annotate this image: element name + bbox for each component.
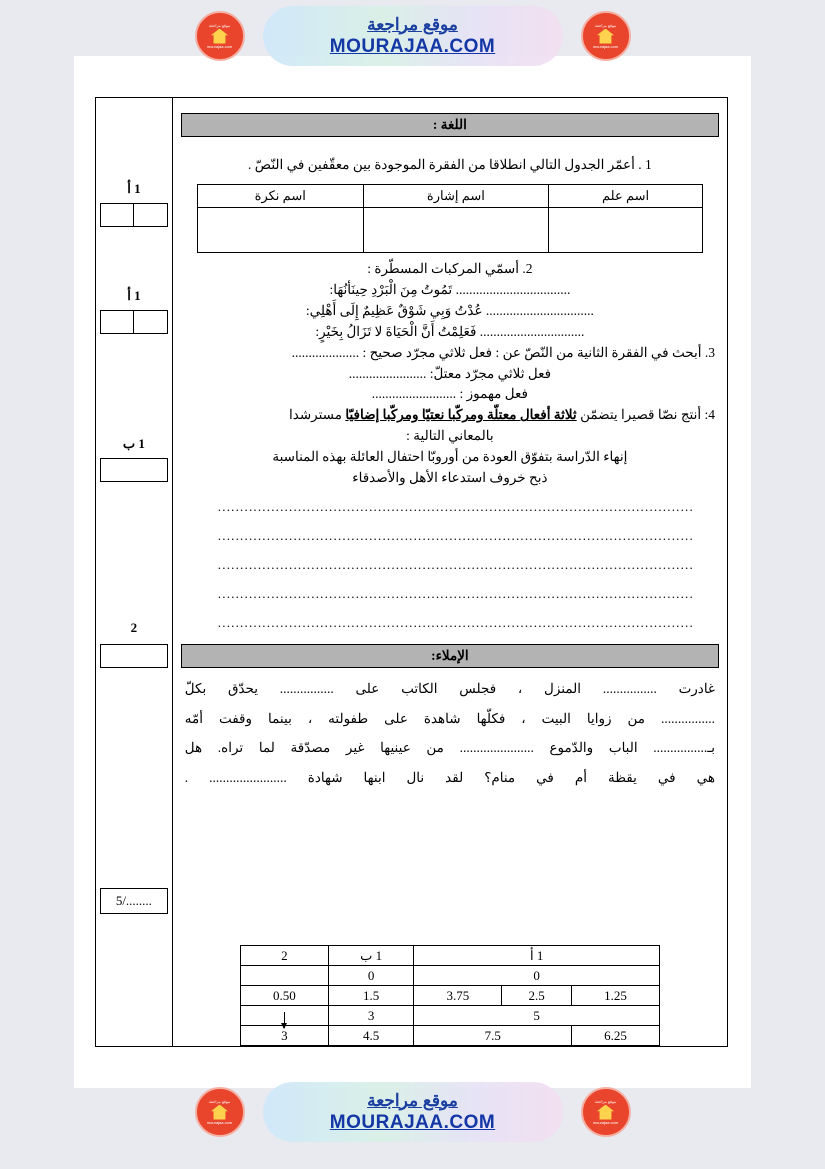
grading-row bbox=[240, 986, 659, 1006]
imla-paragraph-2[interactable]: ................ من زوايا البيت ، فكلّها شاهدة على طفولته ، بينما وقفت أمّه bbox=[184, 710, 715, 726]
grading-row bbox=[240, 1026, 659, 1046]
q2b-dots: ................................ bbox=[485, 302, 594, 318]
q2a-text: تَمُوتُ مِنَ الْبَرْدِ حِينَأنُهَا: bbox=[329, 281, 453, 297]
q2c-text: فَعَلِمْتُ أَنَّ الْحَيَاةَ لا تَزَالُ بِخَيْرٍ: bbox=[315, 323, 477, 339]
q2b-text: عُدْتُ وَبِي شَوْقٌ عَظِيمٌ إِلَى أَهْلِي: bbox=[305, 302, 483, 318]
grading-cell bbox=[240, 966, 328, 986]
grading-cell: 2.5 bbox=[502, 986, 572, 1006]
grading-scale-table bbox=[240, 945, 660, 1046]
mark-label-1a-2: 1 أ bbox=[127, 288, 141, 303]
badge-top-text: موقع مراجعة bbox=[208, 22, 231, 28]
question-3-item-b: فعل ثلاثي مجرّد معتلّ: ....................... bbox=[348, 365, 552, 381]
mark-box-1b[interactable] bbox=[100, 458, 168, 482]
cell-indefinite[interactable] bbox=[197, 207, 363, 252]
badge-top-text: موقع مراجعة bbox=[208, 1098, 231, 1104]
q4-pre-text: 4: أنتج نصّا قصيرا يتضمّن bbox=[576, 407, 715, 423]
grading-row bbox=[240, 966, 659, 986]
grading-cell: 0.50 bbox=[240, 986, 328, 1006]
grading-scale-table-wrap bbox=[173, 945, 727, 1046]
grading-cell: 7.5 bbox=[414, 1026, 572, 1046]
watermark-title: موقع مراجعة bbox=[367, 1090, 458, 1110]
q4-bold-text: ثلاثة أفعال معتلّة ومركّبا نعتيّا ومركّبا إضافيّا bbox=[345, 407, 577, 423]
answer-line[interactable]: ........................................................................................................... bbox=[217, 586, 694, 602]
site-badge-icon-right bbox=[581, 1087, 631, 1137]
total-score-box[interactable]: 5/........ bbox=[100, 888, 168, 914]
badge-bottom-text: mourajaa.com bbox=[592, 1119, 619, 1125]
grading-cell-arrow bbox=[240, 1026, 328, 1046]
grading-cell: 5 bbox=[414, 1006, 659, 1026]
section-header-language: اللغة : bbox=[181, 113, 719, 137]
worksheet-paper bbox=[75, 57, 750, 1087]
grading-header-2: 2 bbox=[240, 946, 328, 966]
grading-cell: 0 bbox=[328, 966, 414, 986]
badge-bottom-text: mourajaa.com bbox=[206, 43, 233, 49]
house-icon bbox=[211, 1105, 228, 1120]
table-header-proper-noun: اسم علم bbox=[549, 184, 703, 207]
site-badge-icon-left bbox=[195, 1087, 245, 1137]
grading-header-row bbox=[240, 946, 659, 966]
section-header-imla: الإملاء: bbox=[181, 644, 719, 668]
down-arrow-icon bbox=[284, 1012, 285, 1028]
cell-proper-noun[interactable] bbox=[549, 207, 703, 252]
answer-line[interactable]: ........................................................................................................... bbox=[217, 528, 694, 544]
mark-box-1a-2[interactable] bbox=[100, 310, 168, 334]
badge-top-text: موقع مراجعة bbox=[594, 22, 617, 28]
exam-sheet bbox=[95, 97, 728, 1047]
watermark-banner-top bbox=[0, 0, 825, 72]
table-header-row bbox=[197, 184, 702, 207]
table-row[interactable] bbox=[197, 207, 702, 252]
watermark-url[interactable]: MOURAJAA.COM bbox=[329, 1111, 496, 1133]
question-2-item-b bbox=[173, 301, 727, 322]
badge-bottom-text: mourajaa.com bbox=[206, 1119, 233, 1125]
table-header-demonstrative: اسم إشارة bbox=[363, 184, 549, 207]
grading-cell: 0 bbox=[414, 966, 659, 986]
question-1: 1 . أعمّر الجدول التالي انطلاقا من الفقرة الموجودة بين معقّفين في النّصّ . bbox=[248, 157, 652, 172]
grading-cell: 1.5 bbox=[328, 986, 414, 1006]
answer-line[interactable]: ........................................................................................................... bbox=[217, 557, 694, 573]
question-4-line2: بالمعاني التالية : bbox=[406, 428, 494, 444]
grading-cell: 1.25 bbox=[572, 986, 660, 1006]
mark-cell[interactable] bbox=[133, 204, 166, 226]
mark-cell[interactable] bbox=[101, 311, 133, 333]
mark-label-2: 2 bbox=[130, 620, 138, 635]
question-3: 3. أبحث في الفقرة الثانية من النّصّ عن : فعل ثلاثي مجرّد صحيح : .................... bbox=[291, 344, 715, 360]
watermark-url[interactable]: MOURAJAA.COM bbox=[329, 35, 496, 57]
question-2: 2. أسمّي المركبات المسطّرة : bbox=[367, 260, 533, 276]
mark-cell[interactable] bbox=[101, 204, 133, 226]
imla-paragraph-3[interactable]: بـ................ الباب والدّموع ...................... من عينيها غير مصدّقة لما تراه. هل bbox=[184, 740, 715, 756]
house-icon bbox=[597, 1105, 614, 1120]
question-2-item-c bbox=[173, 322, 727, 343]
table-header-indefinite: اسم نكرة bbox=[197, 184, 363, 207]
site-badge-icon-left bbox=[195, 11, 245, 61]
imla-paragraph-4[interactable]: هي في يقظة أم في منام؟ لقد نال ابنها شهادة ....................... . bbox=[184, 770, 715, 786]
mark-box-1a[interactable] bbox=[100, 203, 168, 227]
answer-line[interactable]: ........................................................................................................... bbox=[217, 499, 694, 515]
watermark-title: موقع مراجعة bbox=[367, 14, 458, 34]
house-icon bbox=[597, 29, 614, 44]
mark-cell[interactable] bbox=[133, 311, 166, 333]
grading-cell: 6.25 bbox=[572, 1026, 660, 1046]
grading-header-1b: 1 ب bbox=[328, 946, 414, 966]
answer-lines bbox=[203, 499, 709, 631]
question-2-item-a bbox=[173, 280, 727, 301]
mark-label-1a: 1 أ bbox=[127, 181, 141, 196]
q2a-dots: .................................. bbox=[455, 281, 571, 297]
grading-cell: 3 bbox=[328, 1006, 414, 1026]
question-4-hints-row1: إنهاء الدّراسة بتفوّق العودة من أوروبّا احتفال العائلة بهذه المناسبة bbox=[272, 449, 628, 465]
grading-cell: 3.75 bbox=[414, 986, 502, 1006]
grading-row bbox=[240, 1006, 659, 1026]
grading-cell: 4.5 bbox=[328, 1026, 414, 1046]
house-icon bbox=[211, 29, 228, 44]
grading-cell-value: 3 bbox=[281, 1027, 288, 1043]
q4-post-text: مسترشدا bbox=[289, 407, 346, 423]
answer-line[interactable]: ........................................................................................................... bbox=[217, 615, 694, 631]
imla-paragraph-1[interactable]: غادرت ................ المنزل ، فجلس الكاتب على ................ يحدّق بكلّ bbox=[184, 681, 715, 697]
site-badge-icon-right bbox=[581, 11, 631, 61]
question-4 bbox=[173, 405, 727, 426]
names-table bbox=[197, 184, 703, 253]
watermark-banner-bottom bbox=[0, 1076, 825, 1148]
question-3-item-c: فعل مهموز : ......................... bbox=[371, 386, 528, 402]
grading-header-1a: 1 أ bbox=[414, 946, 659, 966]
content-column bbox=[173, 98, 727, 1046]
marks-column bbox=[96, 98, 173, 1046]
mark-label-1b: 1 ب bbox=[122, 436, 145, 451]
mark-box-2[interactable] bbox=[100, 644, 168, 668]
badge-top-text: موقع مراجعة bbox=[594, 1098, 617, 1104]
q2c-dots: ............................... bbox=[479, 323, 585, 339]
badge-bottom-text: mourajaa.com bbox=[592, 43, 619, 49]
question-4-hints-row2: ذبح خروف استدعاء الأهل والأصدقاء bbox=[352, 470, 548, 486]
cell-demonstrative[interactable] bbox=[363, 207, 549, 252]
